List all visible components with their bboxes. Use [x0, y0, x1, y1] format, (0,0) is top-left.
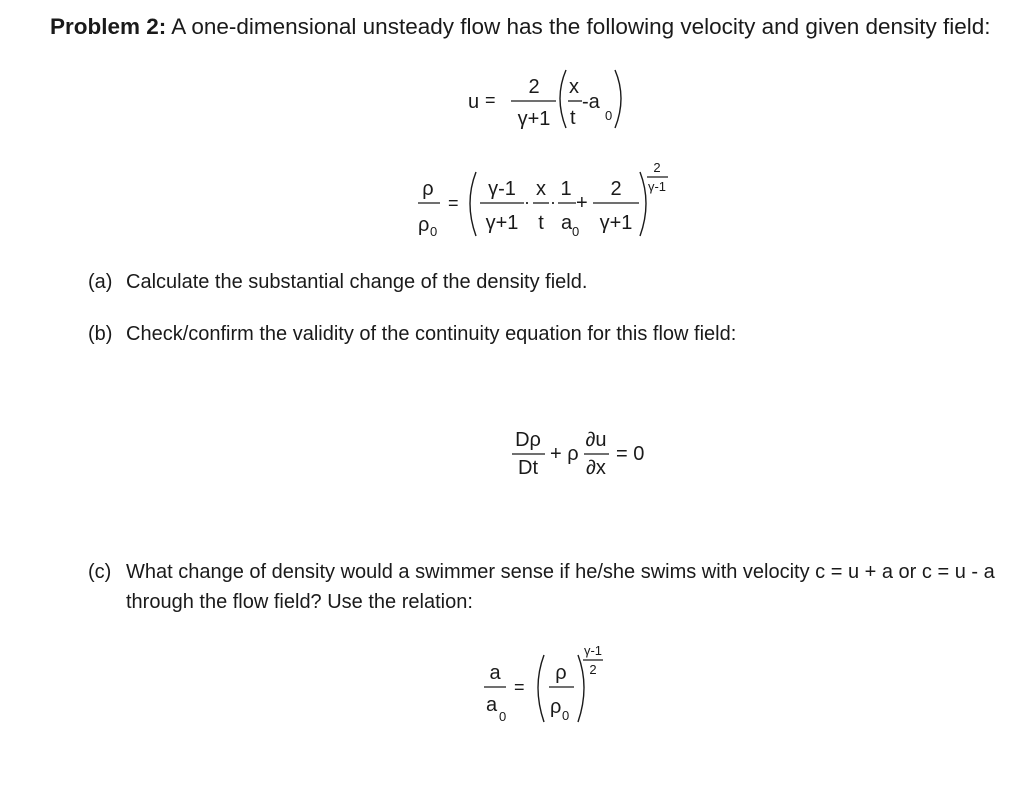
eq2-lhs-numerator: ρ	[422, 178, 434, 200]
eq4-equals: =	[514, 677, 525, 697]
eq2-equals: =	[448, 193, 459, 213]
eq3-partial-denominator: ∂x	[586, 457, 606, 479]
part-c	[88, 557, 1023, 617]
eq1-lhs: u	[468, 91, 480, 113]
eq2-f1-numerator: γ-1	[488, 178, 516, 200]
part-c-label: (c)	[88, 561, 112, 583]
eq4-right-paren	[578, 655, 584, 722]
problem-statement: A one-dimensional unsteady flow has the following velocity and given density field:	[171, 14, 991, 39]
eq4-lhs-denominator: a	[486, 694, 498, 716]
part-b	[88, 319, 988, 349]
eq1-minus-a: -a	[582, 91, 600, 113]
continuity-equation	[512, 422, 662, 482]
part-a-text: Calculate the substantial change of the density field.	[126, 271, 588, 293]
eq4-left-paren	[538, 655, 544, 722]
eq2-f3-numerator: 1	[560, 178, 572, 200]
eq4-inner-denominator: ρ	[550, 696, 562, 718]
eq2-dot-1: ·	[524, 192, 530, 212]
eq1-subscript-zero: 0	[605, 108, 613, 123]
eq2-f3-denominator: a	[561, 212, 573, 234]
eq4-inner-subscript: 0	[562, 708, 570, 723]
eq2-f4-numerator: 2	[610, 178, 622, 200]
eq3-substantial-numerator: Dρ	[515, 429, 541, 451]
eq1-coef-denominator: γ+1	[517, 108, 551, 130]
eq2-f2-denominator: t	[538, 212, 544, 234]
eq2-exponent-numerator: 2	[653, 160, 661, 175]
problem-heading	[50, 12, 1010, 41]
eq1-right-paren	[615, 70, 621, 128]
eq2-dot-2: ·	[550, 192, 556, 212]
part-a	[88, 267, 988, 297]
eq1-coef-numerator: 2	[528, 76, 540, 98]
eq2-plus: +	[576, 192, 588, 214]
eq2-right-paren	[640, 172, 646, 236]
problem-label: Problem 2:	[50, 14, 167, 39]
eq3-substantial-denominator: Dt	[518, 457, 538, 479]
eq4-inner-numerator: ρ	[555, 662, 567, 684]
eq2-left-paren	[470, 172, 476, 236]
part-a-label: (a)	[88, 271, 113, 293]
velocity-equation	[468, 62, 638, 136]
eq2-exponent-denominator: γ-1	[647, 179, 667, 194]
eq2-f2-numerator: x	[536, 178, 546, 200]
sound-speed-relation	[484, 640, 614, 730]
eq1-equals: =	[485, 90, 496, 110]
part-c-text: What change of density would a swimmer sense if he/she swims with velocity c = u + a or c = u - a through the flow field? Use the relation:	[126, 561, 995, 613]
eq3-rhs: = 0	[616, 443, 645, 465]
eq4-lhs-subscript: 0	[499, 709, 507, 724]
density-equation	[418, 158, 688, 244]
eq4-exponent-denominator: 2	[589, 662, 597, 677]
eq3-partial-numerator: ∂u	[585, 429, 607, 451]
eq1-left-paren	[560, 70, 566, 128]
eq1-inner-numerator: x	[569, 76, 579, 98]
eq2-f3-subscript: 0	[572, 224, 580, 239]
eq2-lhs-denominator: ρ	[418, 214, 430, 236]
eq2-f4-denominator: γ+1	[599, 212, 633, 234]
eq2-f1-denominator: γ+1	[485, 212, 519, 234]
eq4-exponent-numerator: γ-1	[583, 643, 603, 658]
part-b-text: Check/confirm the validity of the continuity equation for this flow field:	[126, 323, 737, 345]
eq2-lhs-subscript: 0	[430, 224, 438, 239]
eq3-plus-rho: + ρ	[550, 443, 579, 465]
eq1-inner-denominator: t	[570, 107, 576, 129]
eq4-lhs-numerator: a	[489, 662, 501, 684]
part-b-label: (b)	[88, 323, 113, 345]
